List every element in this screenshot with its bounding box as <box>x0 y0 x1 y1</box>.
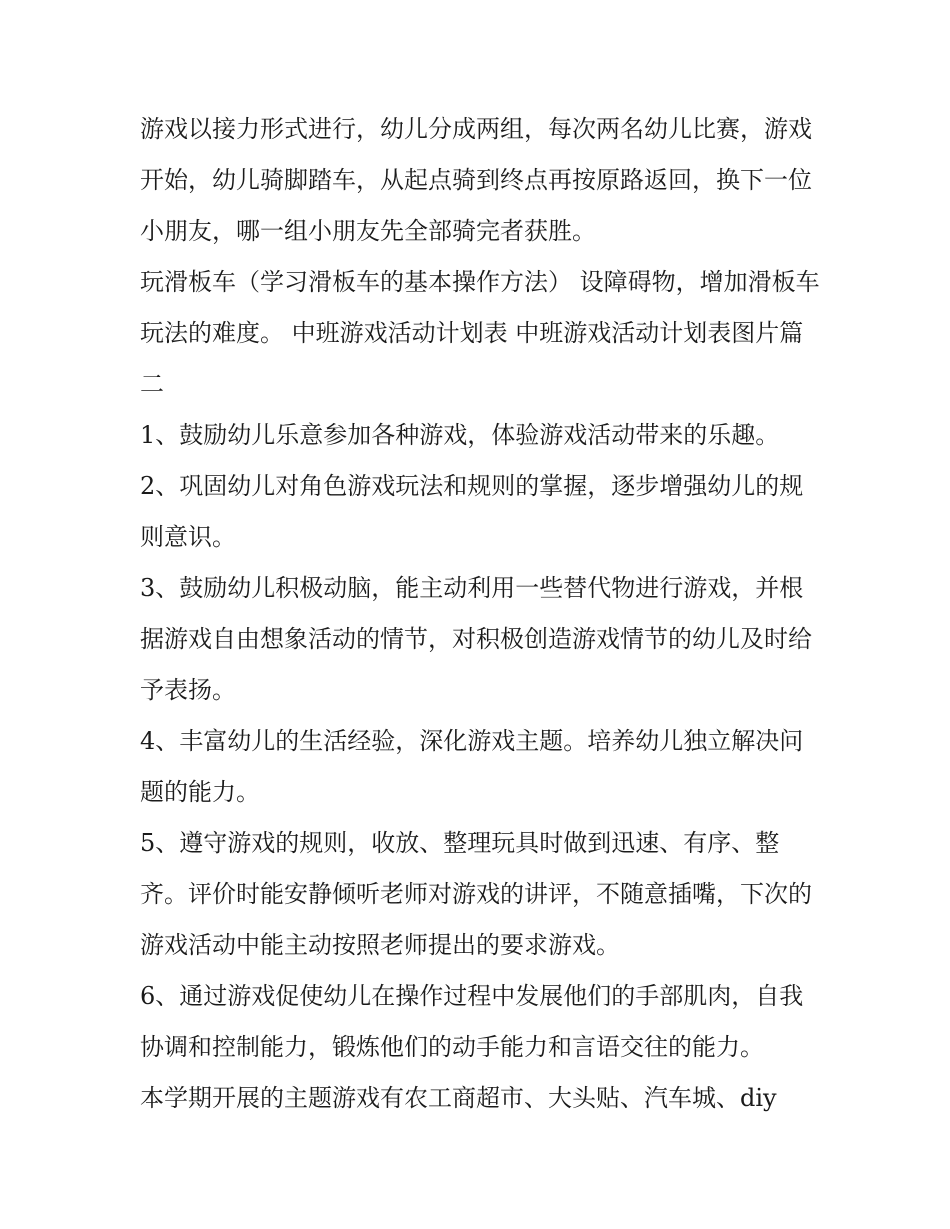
goal-item-3: 3、鼓励幼儿积极动脑，能主动利用一些替代物进行游戏，并根据游戏自由想象活动的情节，对积极创造游戏情节的幼儿及时给予表扬。 <box>140 574 812 704</box>
paragraph-scooter: 玩滑板车（学习滑板车的基本操作方法） 设障碍物，增加滑板车玩法的难度。 中班游戏活动计划表 中班游戏活动计划表图片篇二 <box>140 268 820 398</box>
goal-item-6: 6、通过游戏促使幼儿在操作过程中发展他们的手部肌肉，自我协调和控制能力，锻炼他们的动手能力和言语交往的能力。 <box>140 982 804 1061</box>
paragraph-relay-game: 游戏以接力形式进行，幼儿分成两组，每次两名幼儿比赛，游戏开始，幼儿骑脚踏车，从起点骑到终点再按原路返回，换下一位小朋友，哪一组小朋友先全部骑完者获胜。 <box>140 115 812 245</box>
goal-item-4: 4、丰富幼儿的生活经验，深化游戏主题。培养幼儿独立解决问题的能力。 <box>140 727 804 806</box>
goal-item-5: 5、遵守游戏的规则，收放、整理玩具时做到迅速、有序、整齐。评价时能安静倾听老师对游戏的讲评，不随意插嘴，下次的游戏活动中能主动按照老师提出的要求游戏。 <box>140 829 812 959</box>
goal-item-1: 1、鼓励幼儿乐意参加各种游戏，体验游戏活动带来的乐趣。 <box>140 421 780 449</box>
document-page <box>140 104 820 1124</box>
paragraph-theme-games: 本学期开展的主题游戏有农工商超市、大头贴、汽车城、diy <box>140 1084 777 1112</box>
goal-item-2: 2、巩固幼儿对角色游戏玩法和规则的掌握，逐步增强幼儿的规则意识。 <box>140 472 804 551</box>
